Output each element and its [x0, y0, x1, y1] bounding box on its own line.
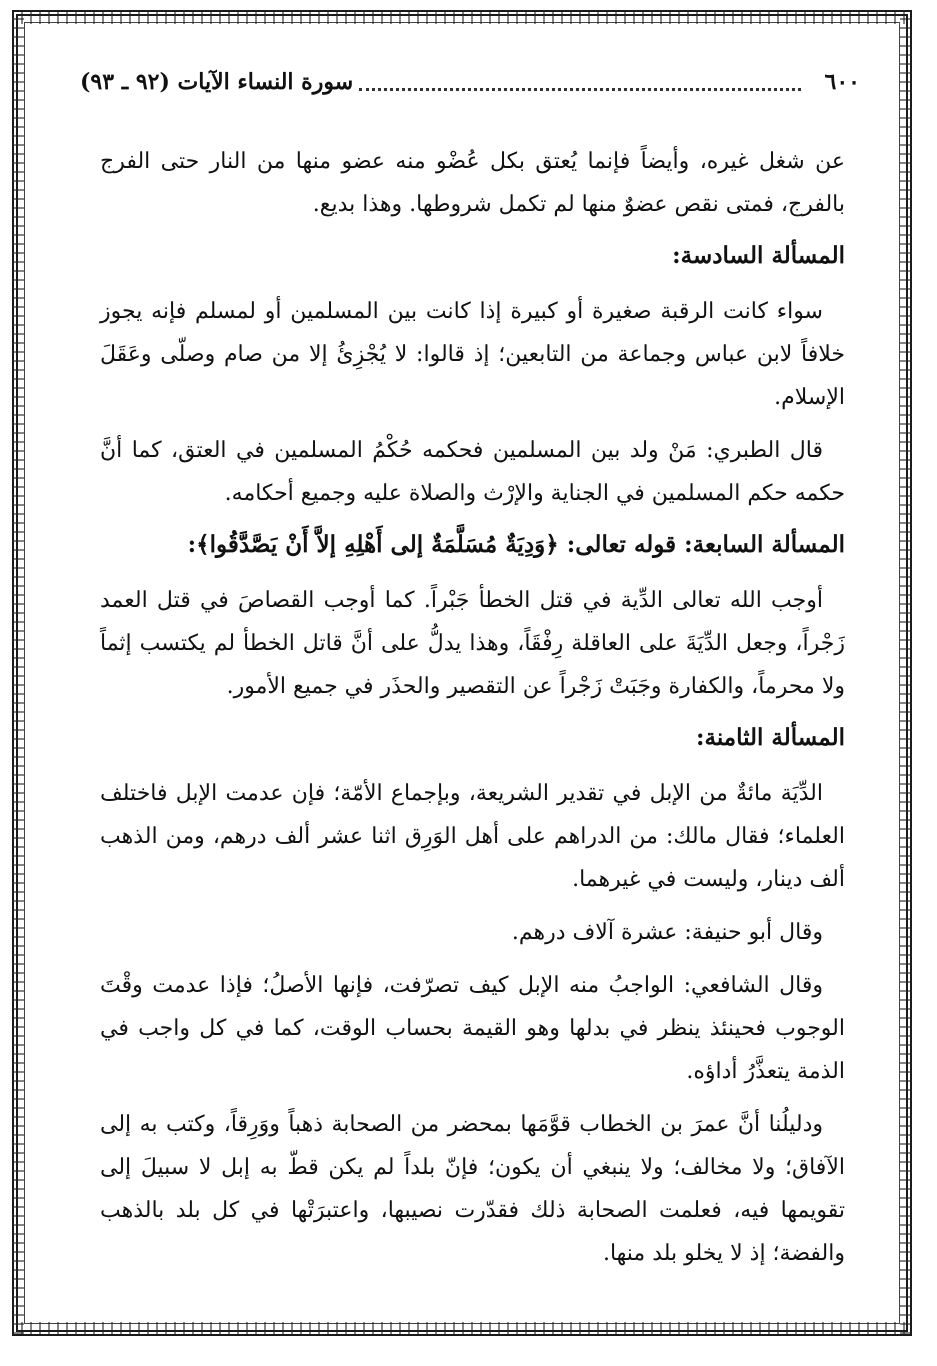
- page-number: ٦٠٠: [824, 69, 860, 95]
- border-chain-right: [900, 12, 912, 1334]
- running-head-title: سورة النساء الآيات (٩٢ ـ ٩٣): [80, 69, 354, 95]
- heading-prefix: المسألة السابعة: قوله تعالى:: [558, 531, 845, 558]
- paragraph: أوجب الله تعالى الدِّية في قتل الخطأ جَبْراً. كما أوجب القصاصَ في قتل العمد زَجْراً، وجعل الدِّيَةَ على العاقلة رِفْقَاً، وهذا يدلُّ على أنَّ قاتل الخطأ لم يكتسب إثماً ولا محرماً، والكفارة وجَبَتْ زَجْراً عن التقصير والحذَر في جميع الأمور.: [100, 588, 845, 699]
- paragraph: وقال الشافعي: الواجبُ منه الإبل كيف تصرّفت، فإنها الأصلُ؛ فإذا عدمت وقْتَ الوجوب فحينئذ ينظر في بدلها وهو القيمة بحساب الوقت، كما في كل واجب في الذمة يتعذَّرُ أداؤه.: [100, 973, 845, 1084]
- quran-verse: ﴿وَدِيَةٌ مُسَلَّمَةٌ إلى أَهْلِهِ إلاَّ أَنْ يَصَّدَّقُوا﴾: [196, 531, 559, 558]
- paragraph: عن شغل غيره، وأيضاً فإنما يُعتق بكل عُضْو منه عضو منها من النار حتى الفرج بالفرج، فمتى نقص عضوٌ منها لم تكمل شروطها. وهذا بديع.: [100, 149, 845, 217]
- border-chain-bottom: [12, 1322, 912, 1334]
- paragraph: سواء كانت الرقبة صغيرة أو كبيرة إذا كانت بين المسلمين أو لمسلم فإنه يجوز خلافاً لابن عباس وجماعة من التابعين؛ إذ قالوا: لا يُجْزِئُ إلا من صام وصلّى وعَقَلَ الإسلام.: [100, 299, 845, 410]
- paragraph: ودليلُنا أنَّ عمرَ بن الخطاب قوَّمَها بمحضر من الصحابة ذهباً ووَرِقاً، وكتب به إلى الآفاق؛ ولا مخالف؛ ولا ينبغي أن يكون؛ فإنّ بلداً لم يكن قطّ به إبل لا سبيلَ إلى تقويمها فيه، فعلمت الصحابة ذلك فقدّرت نصيبها، واعتبرَتْها في كل بلد بالذهب والفضة؛ إذ لا يخلو بلد منها.: [100, 1112, 845, 1266]
- paragraph: قال الطبري: مَنْ ولد بين المسلمين فحكمه حُكْمُ المسلمين في العتق، كما أنَّ حكمه حكم المسلمين في الجناية والإرْث والصلاة عليه وجميع أحكامه.: [100, 438, 845, 506]
- paragraph: الدِّيَة مائةٌ من الإبل في تقدير الشريعة، وبإجماع الأمّة؛ فإن عدمت الإبل فاختلف العلماء؛ فقال مالك: من الدراهم على أهل الوَرِق اثنا عشر ألف درهم، ومن الذهب ألف دينار، وليست في غيرهما.: [100, 781, 845, 892]
- border-chain-top: [12, 12, 912, 24]
- section-heading-seventh: [100, 525, 845, 565]
- running-head: [80, 62, 860, 102]
- heading-suffix: :: [187, 531, 197, 558]
- dotted-leader: [359, 74, 800, 91]
- section-heading-sixth: المسألة السادسة:: [672, 242, 845, 269]
- page-body: [100, 140, 845, 1285]
- border-chain-left: [12, 12, 24, 1334]
- section-heading-eighth: المسألة الثامنة:: [696, 724, 845, 751]
- paragraph: وقال أبو حنيفة: عشرة آلاف درهم.: [511, 920, 823, 945]
